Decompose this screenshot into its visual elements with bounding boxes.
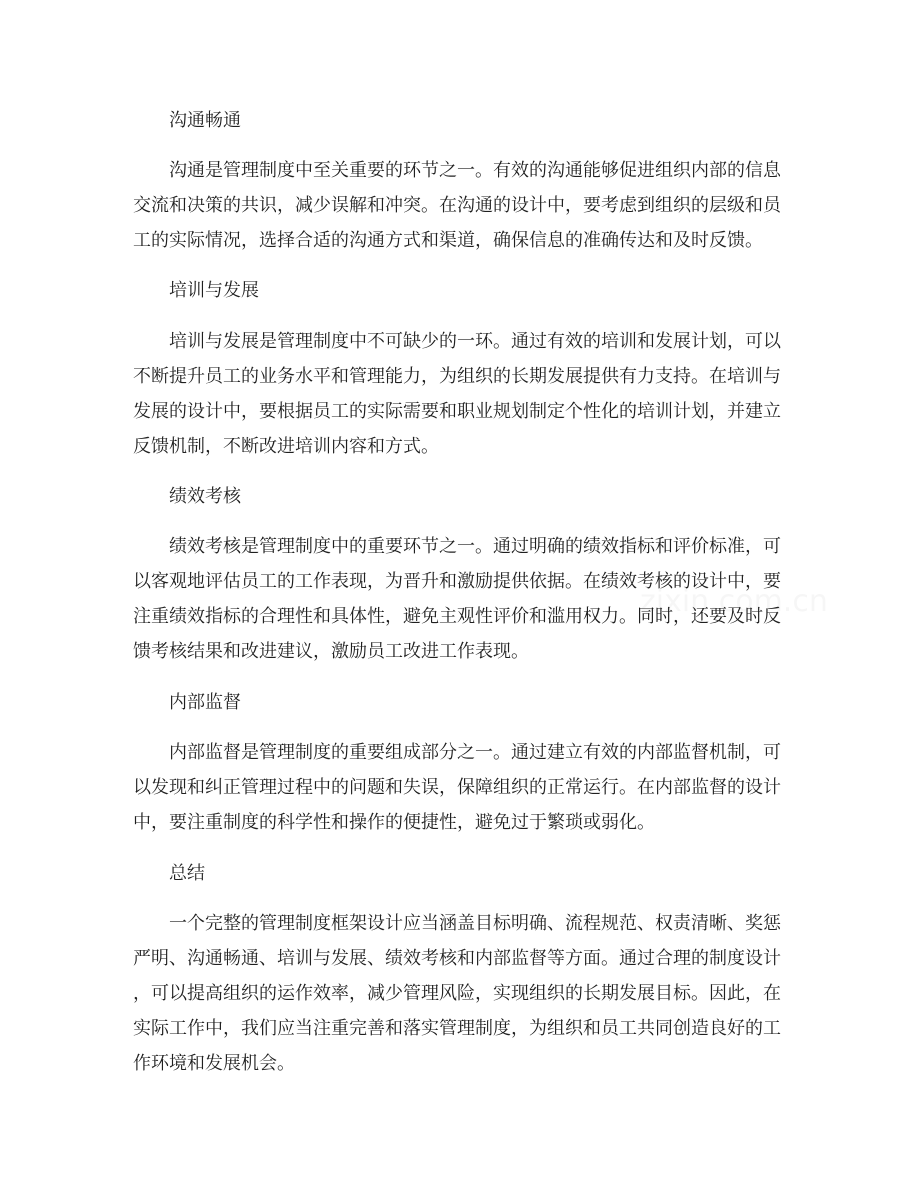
paragraph	[133, 324, 781, 464]
paragraph	[133, 153, 781, 258]
section-heading: 总结	[169, 862, 205, 884]
paragraph-line: 工的实际情况，选择合适的沟通方式和渠道，确保信息的准确传达和及时反馈。	[133, 229, 763, 251]
paragraph	[133, 906, 781, 1081]
section-heading: 沟通畅通	[169, 109, 241, 131]
paragraph-line: 不断提升员工的业务水平和管理能力，为组织的长期发展提供有力支持。在培训与	[133, 365, 781, 387]
paragraph-line: 作环境和发展机会。	[133, 1053, 295, 1075]
paragraph-line: 馈考核结果和改进建议，激励员工改进工作表现。	[133, 641, 529, 663]
section-heading: 内部监督	[169, 691, 241, 713]
section-heading: 绩效考核	[169, 486, 241, 508]
paragraph-line: 绩效考核是管理制度中的重要环节之一。通过明确的绩效指标和评价标准，可	[169, 536, 781, 558]
paragraph	[133, 529, 781, 669]
paragraph-line: 中，要注重制度的科学性和操作的便捷性，避免过于繁琐或弱化。	[133, 812, 655, 834]
paragraph-line: 严明、沟通畅通、培训与发展、绩效考核和内部监督等方面。通过合理的制度设计	[133, 948, 781, 970]
document-body	[133, 103, 781, 1097]
paragraph-line: 内部监督是管理制度的重要组成部分之一。通过建立有效的内部监督机制，可	[169, 742, 781, 764]
paragraph-line: 交流和决策的共识，减少误解和冲突。在沟通的设计中，要考虑到组织的层级和员	[133, 194, 781, 216]
paragraph-line: 沟通是管理制度中至关重要的环节之一。有效的沟通能够促进组织内部的信息	[169, 159, 781, 181]
paragraph-line: 培训与发展是管理制度中不可缺少的一环。通过有效的培训和发展计划，可以	[169, 330, 781, 352]
paragraph-line: 以客观地评估员工的工作表现，为晋升和激励提供依据。在绩效考核的设计中，要	[133, 571, 781, 593]
paragraph	[133, 735, 781, 840]
paragraph-line: 一个完整的管理制度框架设计应当涵盖目标明确、流程规范、权责清晰、奖惩	[169, 913, 781, 935]
paragraph-line: 实际工作中，我们应当注重完善和落实管理制度，为组织和员工共同创造良好的工	[133, 1018, 781, 1040]
paragraph-line: 以发现和纠正管理过程中的问题和失误，保障组织的正常运行。在内部监督的设计	[133, 777, 781, 799]
section-heading: 培训与发展	[169, 280, 259, 302]
paragraph-line: 注重绩效指标的合理性和具体性，避免主观性评价和滥用权力。同时，还要及时反	[133, 606, 781, 628]
paragraph-line: ，可以提高组织的运作效率，减少管理风险，实现组织的长期发展目标。因此，在	[133, 983, 781, 1005]
paragraph-line: 反馈机制，不断改进培训内容和方式。	[133, 435, 439, 457]
paragraph-line: 发展的设计中，要根据员工的实际需要和职业规划制定个性化的培训计划，并建立	[133, 400, 781, 422]
